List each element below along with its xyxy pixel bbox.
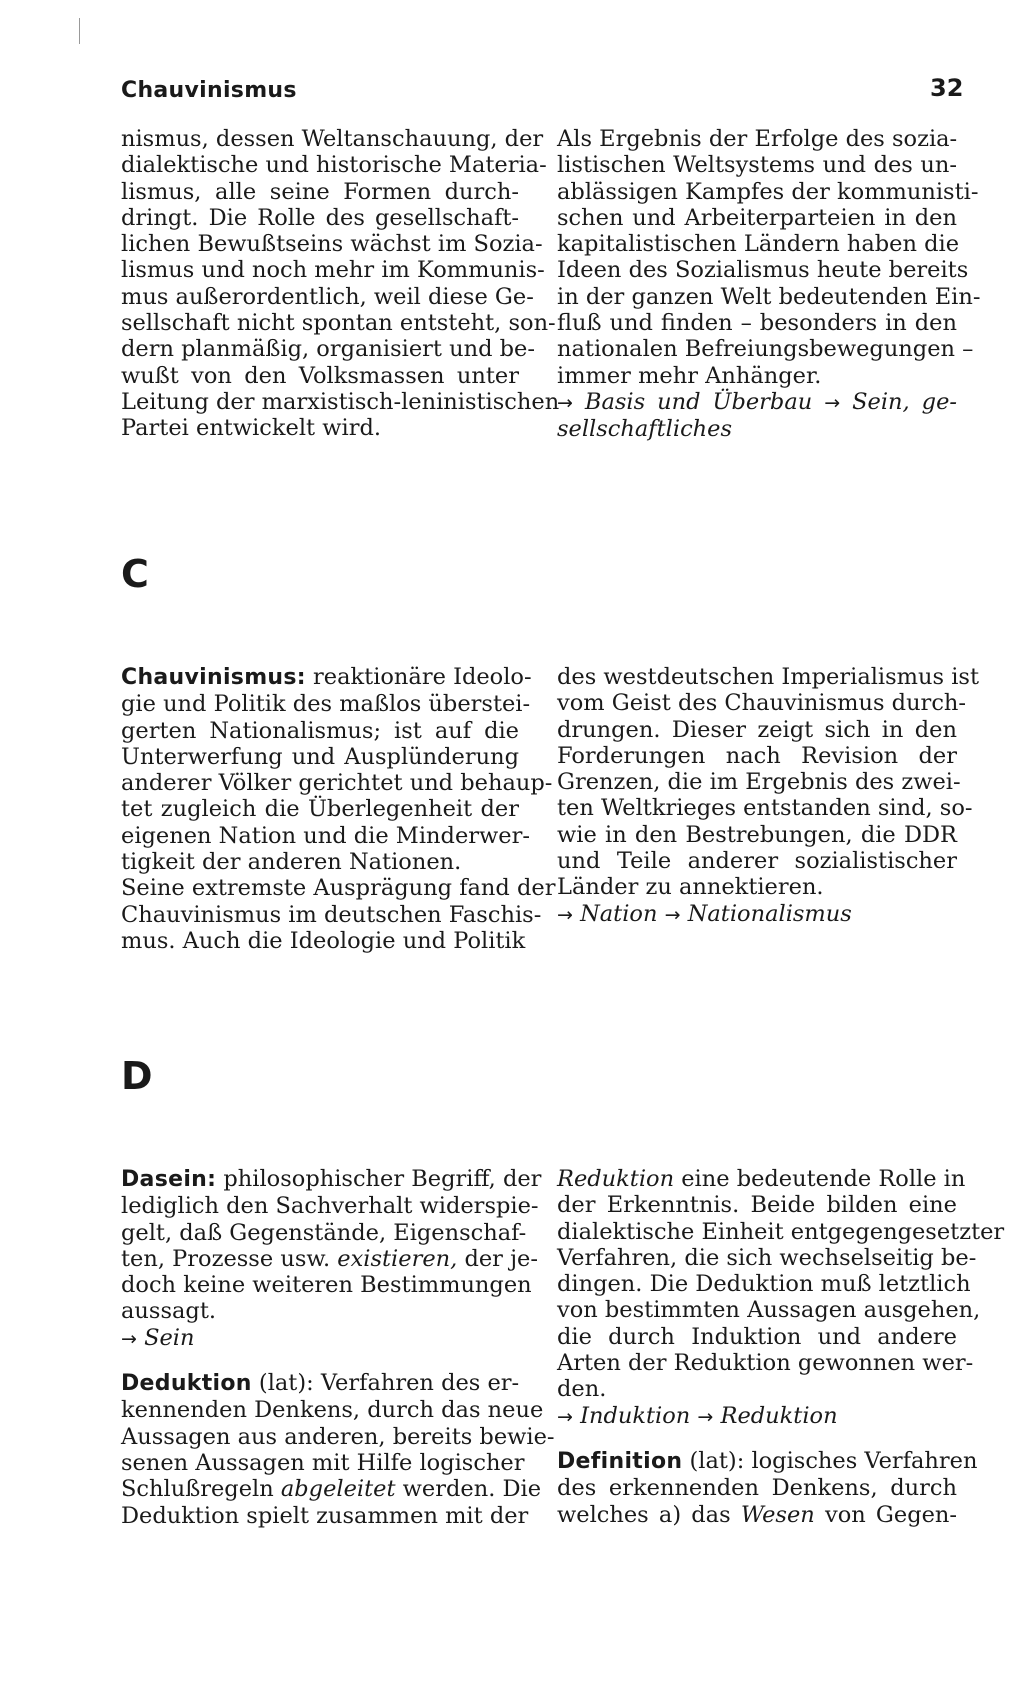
text-line: tet zugleich die Überlegenheit der [121,796,519,823]
text-line: sellschaft nicht spontan entsteht, son- [121,310,556,337]
arrow-icon: → [697,1405,714,1428]
section-d-right-column [557,1166,1005,1528]
cross-reference[interactable]: Nationalismus [687,900,852,927]
text-line: Grenzen, die im Ergebnis des zwei- [557,769,961,796]
text-line: Reduktion eine bedeutende Rolle in [557,1166,966,1192]
text-line: nismus, dessen Weltanschauung, der [121,126,544,152]
entry-term: Deduktion [121,1371,252,1397]
cross-reference-line [557,389,957,416]
text-line: Verfahren, die sich wechselseitig be- [557,1244,977,1271]
text-line: fluß und finden – besonders in den [557,310,957,337]
cross-reference[interactable]: Wesen [740,1501,815,1528]
text-line: der Erkenntnis. Beide bilden eine [557,1192,957,1219]
text-line: in der ganzen Welt bedeutenden Ein- [557,283,981,310]
text-line: eigenen Nation und die Minderwer- [121,822,530,849]
cross-reference[interactable]: Reduktion [720,1402,838,1429]
cross-reference[interactable]: Sein, ge- [852,388,957,415]
cross-reference-line [557,416,957,442]
arrow-icon: → [824,391,841,414]
text-line: schen und Arbeiterparteien in den [557,204,957,231]
text-line: dern planmäßig, organisiert und be- [121,336,535,363]
text-line: die durch Induktion und andere [557,1323,957,1350]
entry-term: Chauvinismus: [121,665,306,690]
text-line: des westdeutschen Imperialismus ist [557,664,979,690]
text-line: gie und Politik des maßlos überstei- [121,691,531,718]
text-line: dialektische und historische Materia- [121,152,547,179]
text-line: senen Aussagen mit Hilfe logischer [121,1449,525,1476]
text-line: anderer Völker gerichtet und behaup- [121,770,553,797]
text-line: kennenden Denkens, durch das neue [121,1397,544,1424]
text-line: Partei entwickelt wird. [121,415,382,442]
text-line: doch keine weiteren Bestimmungen [121,1272,532,1299]
text-line: ten Weltkrieges entstanden sind, so- [557,795,973,822]
cross-reference[interactable]: Induktion [580,1402,691,1429]
top-right-column [557,126,981,443]
text-line: von bestimmten Aussagen ausgehen, [557,1297,981,1324]
text-line: kapitalistischen Ländern haben die [557,231,960,258]
cross-reference[interactable]: sellschaftliches [557,416,733,443]
text-line: mus außerordentlich, weil diese Ge- [121,283,534,310]
cross-reference[interactable]: Sein [144,1324,195,1351]
text-line: Chauvinismus im deutschen Faschis- [121,901,542,928]
text-line: dingen. Die Deduktion muß letztlich [557,1271,971,1298]
text-line: listischen Weltsystems und des un- [557,152,957,179]
text-line: lichen Bewußtseins wächst im Sozia- [121,231,543,258]
text-line: gelt, daß Gegenstände, Eigenschaf- [121,1219,527,1246]
page-number: 32 [930,74,964,102]
cross-reference-line [557,901,957,928]
text-line: Ideen des Sozialismus heute bereits [557,257,969,284]
text-line: gerten Nationalismus; ist auf die [121,717,519,744]
text-line: den. [557,1376,607,1403]
arrow-icon: → [557,391,573,414]
text-line: Seine extremste Ausprägung fand der [121,875,556,902]
text-line: immer mehr Anhänger. [557,362,822,389]
text-line: Leitung der marxistisch-leninistischen [121,388,560,415]
text-line: Schlußregeln abgeleitet werden. Die [121,1476,542,1503]
chauvinismus-entry-right [557,664,979,928]
text-line: aussagt. [121,1298,217,1325]
cross-reference[interactable]: Reduktion [557,1166,675,1192]
text-line: lediglich den Sachverhalt widerspie- [121,1193,539,1220]
margin-mark [79,18,80,44]
text-line: dialektische Einheit entgegengesetzter [557,1218,1005,1245]
text-line: mus. Auch die Ideologie und Politik [121,927,526,954]
text-line: drungen. Dieser zeigt sich in den [557,716,957,743]
cross-reference-line [121,1325,519,1352]
entry-first-line: Definition (lat): logisches Verfahren [557,1447,978,1474]
cross-reference-line [557,1403,957,1430]
text-line: ablässigen Kampfes der kommunisti- [557,178,979,205]
text-line: lismus, alle seine Formen durch- [121,178,519,205]
entry-first-line: Deduktion (lat): Verfahren des er- [121,1370,520,1397]
text-line: vom Geist des Chauvinismus durch- [557,690,967,717]
text-line: ten, Prozesse usw. existieren, der je- [121,1245,538,1272]
text-line: Länder zu annektieren. [557,874,824,901]
section-letter-c: C [121,552,150,596]
text-line: lismus und noch mehr im Kommunis- [121,257,545,284]
text-line: Deduktion spielt zusammen mit der [121,1502,529,1529]
arrow-icon: → [121,1327,137,1350]
text-line: wie in den Bestrebungen, die DDR [557,821,957,848]
text-line: Forderungen nach Revision der [557,742,957,769]
text-line: dringt. Die Rolle des gesellschaft- [121,204,519,231]
text-line: Arten der Reduktion gewonnen wer- [557,1350,974,1377]
entry-first-line: Dasein: philosophischer Begriff, der [121,1166,542,1192]
text-line: wußt von den Volksmassen unter [121,362,519,389]
top-left-column [121,126,560,442]
arrow-icon: → [664,903,681,926]
section-d-left-column [121,1166,555,1529]
chauvinismus-entry-left [121,664,556,954]
text-line: nationalen Befreiungsbewegungen – [557,336,974,363]
arrow-icon: → [557,1405,573,1428]
text-line: Aussagen aus anderen, bereits bewie- [121,1423,555,1450]
text-line: welches a) das Wesen von Gegen- [557,1501,958,1528]
entry-first-line: Chauvinismus: reaktionäre Ideolo- [121,664,532,690]
text-line: tigkeit der anderen Nationen. [121,849,462,876]
section-letter-d: D [121,1054,153,1098]
cross-reference[interactable]: Nation [580,900,658,927]
text-line: Als Ergebnis der Erfolge des sozia- [557,126,958,152]
entry-term: Definition [557,1448,683,1474]
text-line: des erkennenden Denkens, durch [557,1475,957,1502]
cross-reference[interactable]: Basis und Überbau [584,388,813,415]
running-header-title: Chauvinismus [121,78,297,103]
cross-reference[interactable]: existieren, [337,1245,458,1272]
text-line: und Teile anderer sozialistischer [557,848,957,875]
text-line: Unterwerfung und Ausplünderung [121,743,519,770]
entry-term: Dasein: [121,1167,217,1192]
cross-reference[interactable]: abgeleitet [280,1476,396,1503]
arrow-icon: → [557,903,573,926]
